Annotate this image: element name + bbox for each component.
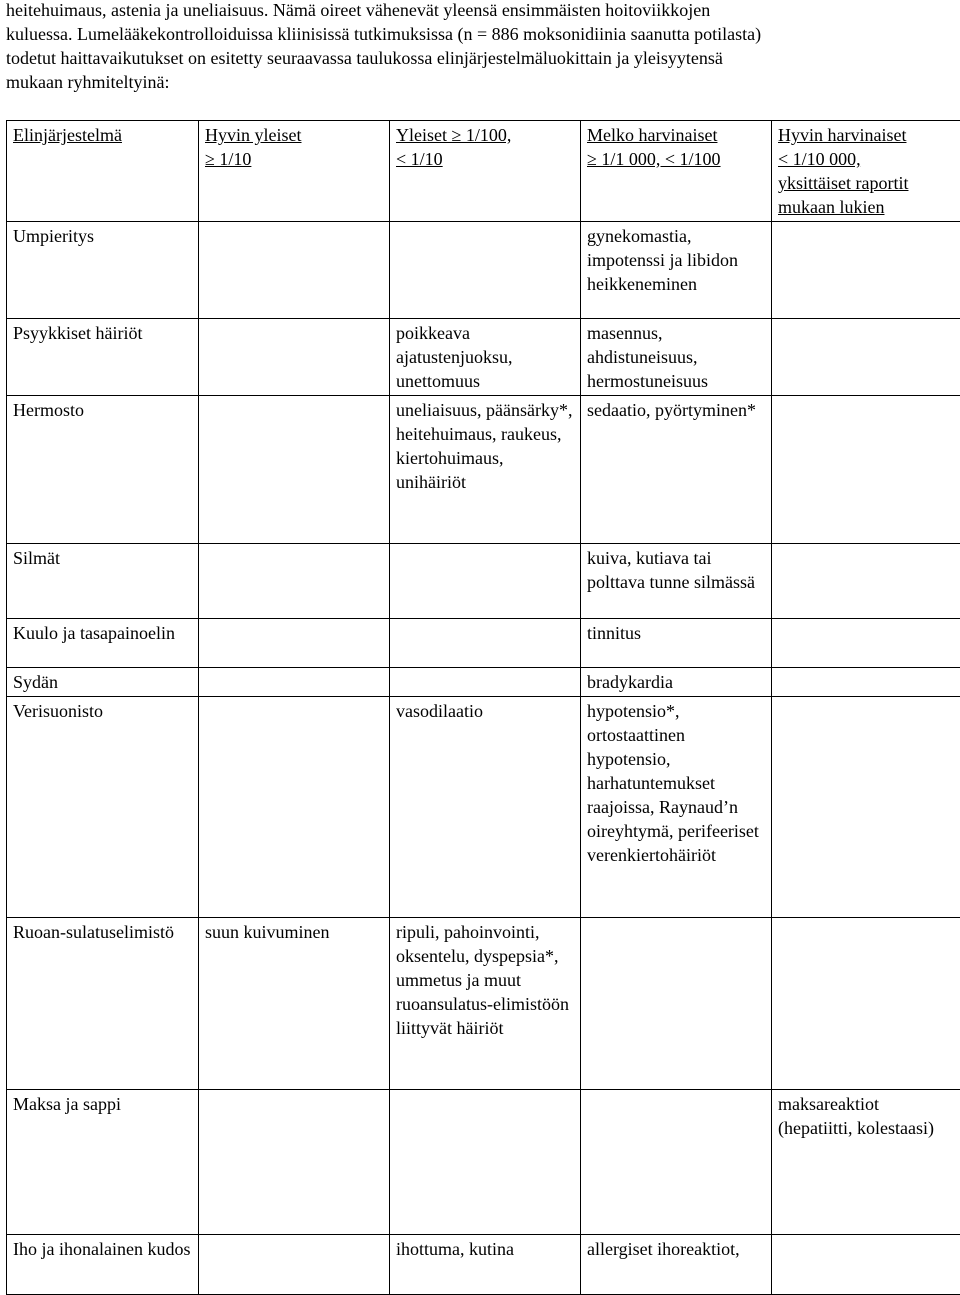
organ-cell: Ruoan-sulatuselimistö	[7, 918, 199, 1090]
organ-cell: Sydän	[7, 668, 199, 697]
table-row	[7, 396, 960, 544]
uncommon-cell: bradykardia	[581, 668, 772, 697]
uncommon-cell: kuiva, kutiava tai polttava tunne silmässä	[581, 544, 772, 619]
very-rare-cell: maksareaktiot (hepatiitti, kolestaasi)	[772, 1090, 960, 1235]
table-row	[7, 1090, 960, 1235]
uncommon-cell: hypotensio*, ortostaattinen hypotensio, harhatuntemukset raajoissa, Raynaud’n oireyhtymä, perifeeriset verenkiertohäiriöt	[581, 697, 772, 918]
common-cell: ripuli, pahoinvointi, oksentelu, dyspepsia*, ummetus ja muut ruoansulatus-elimistöön liittyvät häiriöt	[390, 918, 581, 1090]
intro-line-1: heitehuimaus, astenia ja uneliaisuus. Nämä oireet vähenevät yleensä ensimmäisten hoitoviikkojen	[6, 0, 956, 22]
table-header-row	[7, 121, 960, 222]
organ-cell: Psyykkiset häiriöt	[7, 319, 199, 396]
organ-cell: Iho ja ihonalainen kudos	[7, 1235, 199, 1295]
uncommon-cell: allergiset ihoreaktiot,	[581, 1235, 772, 1295]
table-row	[7, 544, 960, 619]
organ-cell: Silmät	[7, 544, 199, 619]
common-cell: vasodilaatio	[390, 697, 581, 918]
common-cell: uneliaisuus, päänsärky*, heitehuimaus, raukeus, kiertohuimaus, unihäiriöt	[390, 396, 581, 544]
adverse-effects-table	[6, 120, 960, 1295]
uncommon-cell: masennus, ahdistuneisuus, hermostuneisuus	[581, 319, 772, 396]
table-row	[7, 918, 960, 1090]
header-organ: Elinjärjestelmä	[7, 121, 199, 222]
table-row	[7, 619, 960, 668]
header-very-common: Hyvin yleiset ≥ 1/10	[199, 121, 390, 222]
intro-line-4: mukaan ryhmiteltyinä:	[6, 70, 956, 94]
organ-cell: Umpieritys	[7, 222, 199, 319]
intro-paragraph	[6, 0, 956, 94]
uncommon-cell: tinnitus	[581, 619, 772, 668]
table-row	[7, 222, 960, 319]
table-row	[7, 697, 960, 918]
intro-line-2: kuluessa. Lumelääkekontrolloiduissa kliinisissä tutkimuksissa (n = 886 moksonidiinia saanutta potilasta)	[6, 22, 956, 46]
uncommon-cell: gynekomastia, impotenssi ja libidon heikkeneminen	[581, 222, 772, 319]
common-cell: ihottuma, kutina	[390, 1235, 581, 1295]
table-row	[7, 1235, 960, 1295]
table-row	[7, 668, 960, 697]
intro-line-3: todetut haittavaikutukset on esitetty seuraavassa taulukossa elinjärjestelmäluokittain ja yleisyytensä	[6, 46, 956, 70]
organ-cell: Hermosto	[7, 396, 199, 544]
very-common-cell: suun kuivuminen	[199, 918, 390, 1090]
table-row	[7, 319, 960, 396]
header-very-rare: Hyvin harvinaiset < 1/10 000, yksittäiset raportit mukaan lukien	[772, 121, 960, 222]
organ-cell: Kuulo ja tasapainoelin	[7, 619, 199, 668]
header-uncommon: Melko harvinaiset ≥ 1/1 000, < 1/100	[581, 121, 772, 222]
header-common: Yleiset ≥ 1/100, < 1/10	[390, 121, 581, 222]
organ-cell: Maksa ja sappi	[7, 1090, 199, 1235]
uncommon-cell: sedaatio, pyörtyminen*	[581, 396, 772, 544]
organ-cell: Verisuonisto	[7, 697, 199, 918]
common-cell: poikkeava ajatustenjuoksu, unettomuus	[390, 319, 581, 396]
